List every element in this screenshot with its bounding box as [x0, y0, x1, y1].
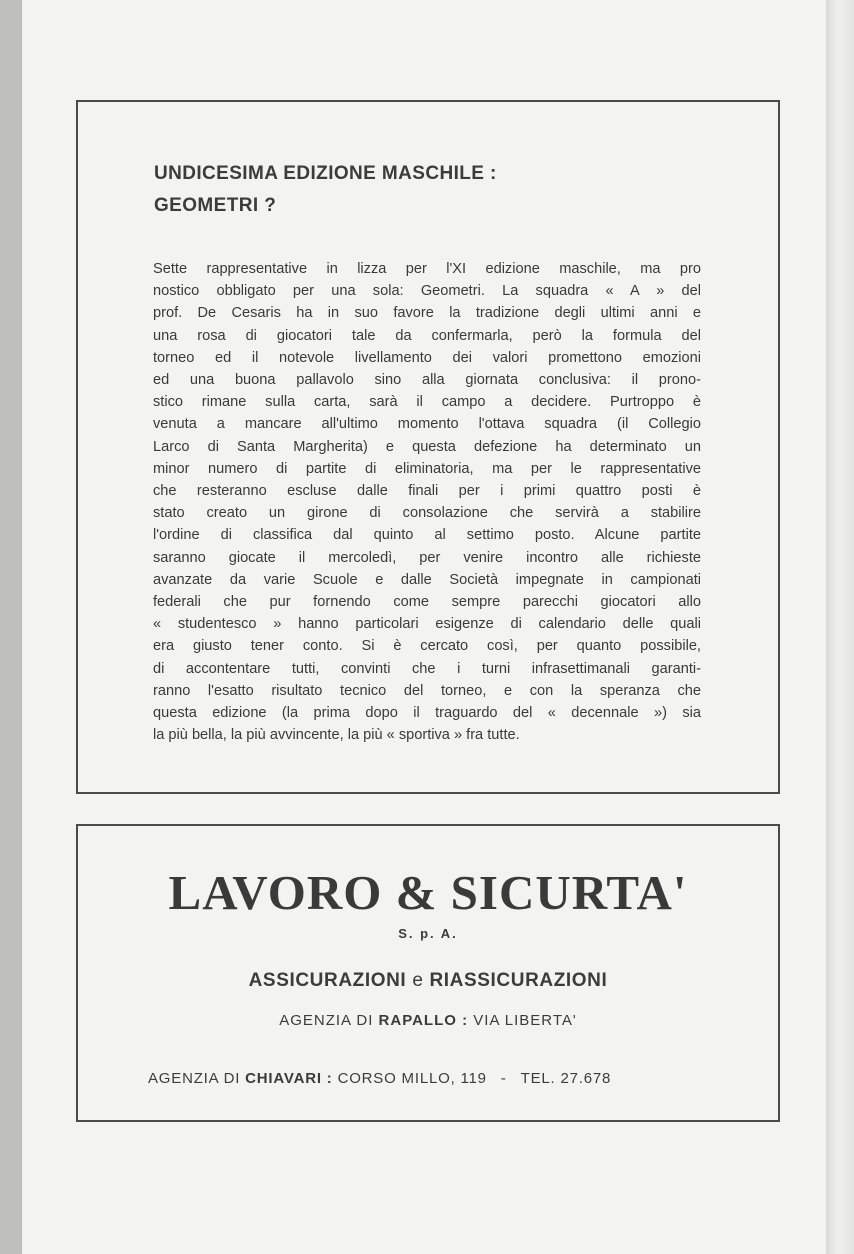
chiavari-city: CHIAVARI :	[245, 1070, 333, 1087]
body-line: federali che pur fornendo come sempre parecchi giocatori allo	[153, 594, 701, 611]
body-line: venuta a mancare all'ultimo momento l'ottava squadra (il Collegio	[153, 416, 701, 433]
ad-service-reinsurance: RIASSICURAZIONI	[429, 970, 608, 991]
body-line: che resteranno escluse dalle finali per i primi quattro posti è	[153, 483, 701, 500]
body-line: prof. De Cesaris ha in suo favore la tradizione degli ultimi anni e	[153, 305, 701, 322]
body-line: stico rimane sulla carta, sarà il campo a decidere. Purtroppo è	[153, 394, 701, 411]
headline-line-2: GEOMETRI ?	[154, 195, 277, 216]
body-line: avanzate da varie Scuole e dalle Società impegnate in campionati	[153, 571, 701, 588]
body-line: stato creato un girone di consolazione che servirà a stabilire	[153, 505, 701, 522]
body-line: torneo ed il notevole livellamento dei valori promettono emozioni	[153, 349, 701, 366]
chiavari-prefix: AGENZIA DI	[148, 1070, 241, 1087]
next-page-edge	[826, 0, 854, 1254]
ad-legal-form: S. p. A.	[398, 926, 458, 941]
body-line: minor numero di partite di eliminatoria, ma per le rappresentative	[153, 460, 701, 477]
ad-service-insurance: ASSICURAZIONI	[248, 970, 407, 991]
body-line: una rosa di giocatori tale da confermarla, però la formula del	[153, 327, 701, 344]
body-line: « studentesco » hanno particolari esigenze di calendario delle quali	[153, 616, 701, 633]
headline-line-1: UNDICESIMA EDIZIONE MASCHILE :	[154, 163, 497, 184]
body-line: era giusto tener conto. Si è cercato così, per quanto possibile,	[153, 638, 701, 655]
body-line: Larco di Santa Margherita) e questa defezione ha determinato un	[153, 438, 701, 455]
body-line: saranno giocate il mercoledì, per venire incontro alle richieste	[153, 549, 701, 566]
article-body	[153, 258, 701, 746]
chiavari-address: CORSO MILLO, 119	[337, 1070, 487, 1087]
article-headline	[154, 158, 714, 222]
body-line: questa edizione (la prima dopo il traguardo del « decennale ») sia	[153, 705, 701, 722]
ad-agency-chiavari	[148, 1070, 708, 1087]
ad-service-conjunction: e	[412, 970, 424, 991]
body-line: ranno l'esatto risultato tecnico del torneo, e con la speranza che	[153, 682, 701, 699]
body-line: l'ordine di classifica dal quinto al settimo posto. Alcune partite	[153, 527, 701, 544]
ad-agency-rapallo	[76, 1012, 780, 1029]
body-line: Sette rappresentative in lizza per l'XI edizione maschile, ma pro	[153, 261, 701, 277]
body-line: di accontentare tutti, convinti che i turni infrasettimanali garanti-	[153, 660, 701, 677]
rapallo-address: VIA LIBERTA'	[473, 1012, 577, 1029]
chiavari-separator: -	[500, 1070, 507, 1087]
body-line: ed una buona pallavolo sino alla giornata conclusiva: il prono-	[153, 372, 701, 389]
rapallo-prefix: AGENZIA DI	[279, 1012, 374, 1029]
body-line: nostico obbligato per una sola: Geometri. La squadra « A » del	[153, 283, 701, 300]
ad-services	[76, 970, 780, 992]
body-line: la più bella, la più avvincente, la più « sportiva » fra tutte.	[153, 727, 520, 744]
rapallo-city: RAPALLO :	[378, 1012, 469, 1029]
chiavari-telephone: TEL. 27.678	[520, 1070, 612, 1087]
ad-company-name: LAVORO & SICURTA'	[168, 865, 688, 920]
